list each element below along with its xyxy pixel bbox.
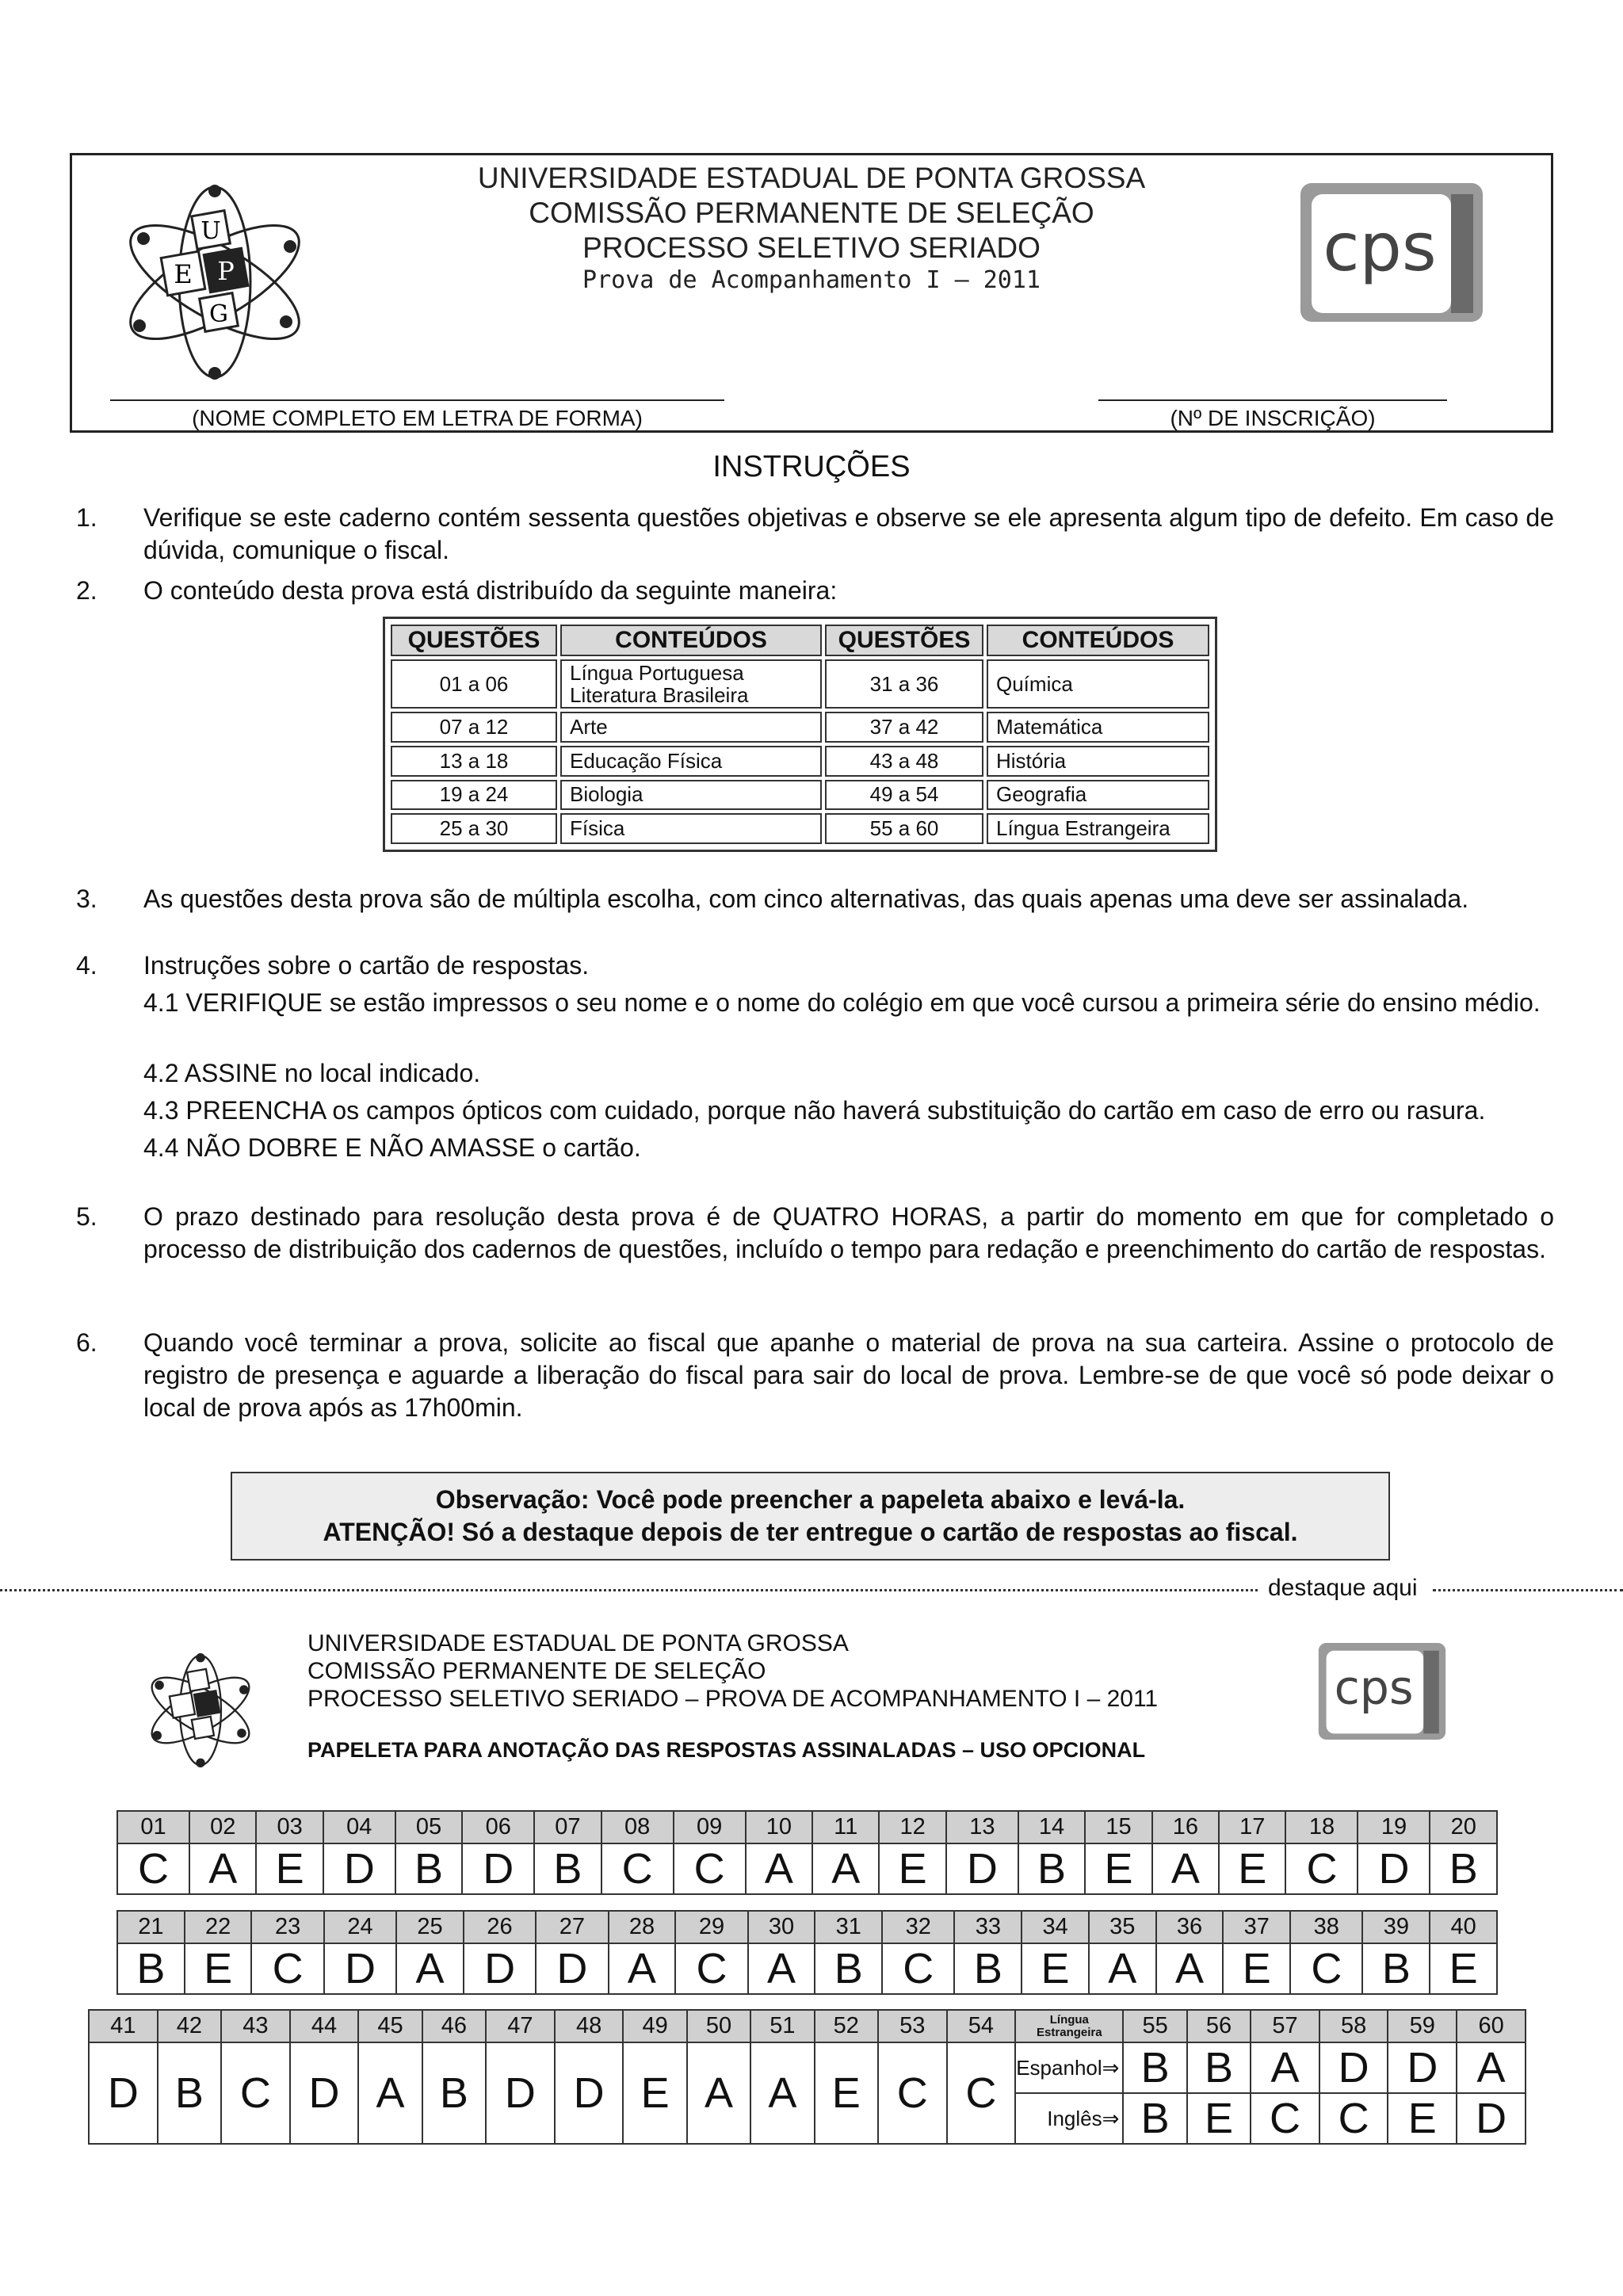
university-name: UNIVERSIDADE ESTADUAL DE PONTA GROSSA: [477, 162, 1146, 194]
answer-letter: C: [1285, 1843, 1358, 1894]
answer-letter: B: [395, 1843, 462, 1894]
item-number: 3.: [76, 884, 97, 913]
question-number: 51: [750, 2010, 814, 2042]
answer-letter: D: [464, 1943, 536, 1994]
exam-name: Prova de Acompanhamento I – 2011: [582, 266, 1041, 294]
instruction-subitem: 4.1 VERIFIQUE se estão impressos o seu nome e o nome do colégio em que você cursou a primeira série do ensino médio.: [143, 988, 1541, 1017]
process-name: PROCESSO SELETIVO SERIADO: [582, 231, 1041, 264]
question-number: 37: [1223, 1911, 1290, 1943]
question-number: 36: [1156, 1911, 1224, 1943]
question-number: 38: [1290, 1911, 1362, 1943]
spanish-answer-letter: B: [1123, 2042, 1186, 2093]
question-number: 22: [185, 1911, 252, 1943]
question-number: 44: [290, 2010, 359, 2042]
question-number: 39: [1362, 1911, 1430, 1943]
table-cell: Matemática: [987, 712, 1209, 743]
question-number: 03: [256, 1811, 323, 1843]
answer-letter: C: [878, 2042, 947, 2144]
english-answer-letter: E: [1187, 2093, 1251, 2144]
question-number: 24: [324, 1911, 396, 1943]
question-number: 28: [609, 1911, 676, 1943]
question-number: 40: [1430, 1911, 1497, 1943]
table-header: QUESTÕES: [825, 625, 983, 656]
answer-letter: E: [1219, 1843, 1285, 1894]
table-cell: Língua Estrangeira: [987, 813, 1209, 844]
table-cell: 07 a 12: [391, 712, 557, 743]
question-number: 26: [464, 1911, 536, 1943]
question-number: 23: [251, 1911, 323, 1943]
question-number: 35: [1089, 1911, 1156, 1943]
inscription-label: (Nº DE INSCRIÇÃO): [1170, 406, 1376, 430]
question-number: 01: [117, 1811, 189, 1843]
uepg-logo-icon: [112, 183, 318, 381]
answer-letter: D: [536, 1943, 608, 1994]
answer-letter: B: [117, 1943, 185, 1994]
answer-letter: A: [396, 1943, 464, 1994]
answer-letter: A: [189, 1843, 256, 1894]
instruction-item: O conteúdo desta prova está distribuído da seguinte maneira:: [143, 576, 838, 605]
spanish-answer-letter: D: [1388, 2042, 1457, 2093]
spanish-label: Espanhol⇒: [1015, 2042, 1123, 2093]
name-signature-line: [110, 399, 724, 401]
question-number: 04: [323, 1811, 395, 1843]
answer-letter: B: [1430, 1843, 1497, 1894]
question-number: 09: [674, 1811, 746, 1843]
question-number: 53: [878, 2010, 947, 2042]
table-cell: 49 a 54: [825, 780, 983, 811]
table-cell: 13 a 18: [391, 746, 557, 777]
observation-box: [231, 1472, 1390, 1561]
answer-letter: E: [1085, 1843, 1151, 1894]
question-number: 25: [396, 1911, 464, 1943]
cut-label: destaque aqui: [1268, 1575, 1418, 1601]
table-header: QUESTÕES: [391, 625, 557, 656]
question-number: 57: [1251, 2010, 1319, 2042]
question-number: 52: [815, 2010, 878, 2042]
table-row: [391, 813, 1209, 844]
slip-commission: COMISSÃO PERMANENTE DE SELEÇÃO: [307, 1658, 766, 1684]
question-number: 59: [1388, 2010, 1457, 2042]
content-table: [383, 617, 1217, 852]
answer-letter: E: [623, 2042, 686, 2144]
table-row: [391, 780, 1209, 811]
table-cell: História: [987, 746, 1209, 777]
answer-letter: A: [812, 1843, 879, 1894]
table-header: CONTEÚDOS: [987, 625, 1209, 656]
instruction-item: As questões desta prova são de múltipla escolha, com cinco alternativas, das quais apenas uma deve ser assinalada.: [143, 884, 1469, 913]
question-number: 10: [746, 1811, 812, 1843]
question-number: 47: [486, 2010, 555, 2042]
instruction-subitem: 4.2 ASSINE no local indicado.: [143, 1059, 481, 1087]
answer-letter: D: [1358, 1843, 1430, 1894]
question-number: 08: [601, 1811, 674, 1843]
table-cell: 43 a 48: [825, 746, 983, 777]
cut-line: [0, 1589, 1258, 1591]
question-number: 42: [158, 2010, 221, 2042]
question-number: 16: [1152, 1811, 1219, 1843]
answer-grid-3: [88, 2009, 1526, 2145]
question-number: 60: [1457, 2010, 1526, 2042]
answer-letter: A: [609, 1943, 676, 1994]
question-number: 05: [395, 1811, 462, 1843]
english-answer-letter: C: [1319, 2093, 1388, 2144]
english-answer-letter: C: [1251, 2093, 1319, 2144]
instruction-item: O prazo destinado para resolução desta prova é de QUATRO HORAS, a partir do momento em que for completado o processo de distribuição dos cadernos de questões, incluído o tempo para redação e preenchimento do cartão de respostas.: [143, 1202, 1554, 1263]
slip-subtitle: PAPELETA PARA ANOTAÇÃO DAS RESPOSTAS ASSINALADAS – USO OPCIONAL: [307, 1738, 1146, 1762]
spanish-answer-letter: A: [1457, 2042, 1526, 2093]
cps-logo-icon: [1300, 183, 1483, 322]
english-answer-letter: E: [1388, 2093, 1457, 2144]
answer-letter: A: [1089, 1943, 1156, 1994]
question-number: 14: [1018, 1811, 1085, 1843]
question-number: 32: [882, 1911, 954, 1943]
item-number: 6.: [76, 1328, 97, 1357]
answer-letter: B: [534, 1843, 601, 1894]
answer-letter: C: [1290, 1943, 1362, 1994]
answer-letter: B: [1362, 1943, 1430, 1994]
table-cell: Geografia: [987, 780, 1209, 811]
question-number: 13: [946, 1811, 1018, 1843]
name-label: (NOME COMPLETO EM LETRA DE FORMA): [192, 406, 643, 430]
instructions-title: INSTRUÇÕES: [712, 450, 911, 483]
answer-letter: A: [358, 2042, 422, 2144]
observation-line: Observação: Você pode preencher a papeleta abaixo e levá-la.: [435, 1485, 1186, 1514]
answer-letter: D: [89, 2042, 158, 2144]
question-number: 21: [117, 1911, 185, 1943]
english-answer-letter: B: [1123, 2093, 1186, 2144]
question-number: 15: [1085, 1811, 1151, 1843]
question-number: 18: [1285, 1811, 1358, 1843]
logo-letter-p: P: [217, 256, 235, 286]
question-number: 58: [1319, 2010, 1388, 2042]
table-cell: Química: [987, 659, 1209, 709]
answer-letter: E: [815, 2042, 878, 2144]
table-cell: Educação Física: [560, 746, 822, 777]
answer-letter: C: [674, 1843, 746, 1894]
slip-university: UNIVERSIDADE ESTADUAL DE PONTA GROSSA: [307, 1630, 849, 1656]
table-cell: 01 a 06: [391, 659, 557, 709]
header-box: [70, 153, 1553, 433]
answer-letter: B: [158, 2042, 221, 2144]
answer-letter: A: [687, 2042, 750, 2144]
question-number: 11: [812, 1811, 879, 1843]
answer-letter: A: [750, 2042, 814, 2144]
table-row: [391, 712, 1209, 743]
table-cell: Arte: [560, 712, 822, 743]
answer-letter: D: [323, 1843, 395, 1894]
question-number: 19: [1358, 1811, 1430, 1843]
cps-logo-text: cps: [1334, 1660, 1414, 1715]
instruction-subitem: 4.3 PREENCHA os campos ópticos com cuidado, porque não haverá substituição do cartão em caso de erro ou rasura.: [143, 1096, 1486, 1125]
question-number: 20: [1430, 1811, 1497, 1843]
answer-letter: D: [324, 1943, 396, 1994]
answer-letter: E: [1022, 1943, 1089, 1994]
answer-letter: C: [882, 1943, 954, 1994]
answer-letter: B: [954, 1943, 1022, 1994]
question-number: 50: [687, 2010, 750, 2042]
question-number: 43: [221, 2010, 290, 2042]
answer-letter: E: [879, 1843, 945, 1894]
cps-logo-text: cps: [1323, 208, 1437, 286]
table-cell: Biologia: [560, 780, 822, 811]
logo-letter-g: G: [209, 300, 228, 328]
table-cell: 25 a 30: [391, 813, 557, 844]
table-row: [391, 746, 1209, 777]
cps-logo-icon: [1312, 1643, 1452, 1740]
answer-letter: C: [601, 1843, 674, 1894]
answer-letter: B: [815, 1943, 882, 1994]
question-number: 34: [1022, 1911, 1089, 1943]
table-cell: 37 a 42: [825, 712, 983, 743]
question-number: 31: [815, 1911, 882, 1943]
answer-grid-2: [116, 1910, 1498, 1995]
question-number: 27: [536, 1911, 608, 1943]
slip-process: PROCESSO SELETIVO SERIADO – PROVA DE ACOMPANHAMENTO I – 2011: [307, 1686, 1159, 1712]
table-cell: Língua Portuguesa Literatura Brasileira: [560, 659, 822, 709]
question-number: 46: [422, 2010, 486, 2042]
table-cell: 31 a 36: [825, 659, 983, 709]
table-header: CONTEÚDOS: [560, 625, 822, 656]
question-number: 17: [1219, 1811, 1285, 1843]
answer-letter: B: [1018, 1843, 1085, 1894]
commission-name: COMISSÃO PERMANENTE DE SELEÇÃO: [529, 197, 1094, 229]
table-row: [391, 659, 1209, 709]
spanish-answer-letter: A: [1251, 2042, 1319, 2093]
answer-letter: E: [1430, 1943, 1497, 1994]
answer-letter: C: [221, 2042, 290, 2144]
answer-letter: C: [251, 1943, 323, 1994]
question-number: 30: [748, 1911, 815, 1943]
answer-letter: D: [946, 1843, 1018, 1894]
answer-letter: B: [422, 2042, 486, 2144]
question-number: 06: [462, 1811, 534, 1843]
table-cell: 19 a 24: [391, 780, 557, 811]
table-cell: 55 a 60: [825, 813, 983, 844]
question-number: 07: [534, 1811, 601, 1843]
question-number: 45: [358, 2010, 422, 2042]
answer-letter: A: [748, 1943, 815, 1994]
inscription-signature-line: [1098, 399, 1447, 401]
logo-letter-u: U: [200, 217, 221, 245]
english-label: Inglês⇒: [1015, 2093, 1123, 2144]
instruction-subitem: 4.4 NÃO DOBRE E NÃO AMASSE o cartão.: [143, 1133, 641, 1162]
answer-letter: C: [675, 1943, 747, 1994]
answer-letter: E: [1223, 1943, 1290, 1994]
answer-letter: E: [185, 1943, 252, 1994]
instruction-item: Quando você terminar a prova, solicite ao fiscal que apanhe o material de prova na sua carteira. Assine o protocolo de registro de presença e aguarde a liberação do fiscal para sair do local de prova. Lembre-se de que você só pode deixar o local de prova após as 17h00min.: [143, 1328, 1554, 1422]
question-number: 54: [947, 2010, 1016, 2042]
item-number: 5.: [76, 1202, 97, 1231]
english-answer-letter: D: [1457, 2093, 1526, 2144]
item-number: 2.: [76, 576, 97, 605]
answer-grid-1: [116, 1810, 1498, 1895]
spanish-answer-letter: D: [1319, 2042, 1388, 2093]
foreign-language-header: Língua Estrangeira: [1015, 2010, 1123, 2042]
table-cell: Física: [560, 813, 822, 844]
answer-letter: A: [746, 1843, 812, 1894]
question-number: 29: [675, 1911, 747, 1943]
uepg-logo-icon: [141, 1651, 260, 1770]
item-number: 4.: [76, 951, 97, 980]
answer-letter: A: [1152, 1843, 1219, 1894]
cut-line: [1433, 1589, 1623, 1591]
attention-line: ATENÇÃO! Só a destaque depois de ter entregue o cartão de respostas ao fiscal.: [323, 1518, 1298, 1546]
question-number: 49: [623, 2010, 686, 2042]
item-number: 1.: [76, 503, 97, 532]
question-number: 55: [1123, 2010, 1186, 2042]
spanish-answer-letter: B: [1187, 2042, 1251, 2093]
question-number: 48: [555, 2010, 624, 2042]
answer-letter: C: [947, 2042, 1016, 2144]
instruction-item: Instruções sobre o cartão de respostas.: [143, 951, 590, 980]
instruction-item: Verifique se este caderno contém sessenta questões objetivas e observe se ele apresenta algum tipo de defeito. Em caso de dúvida, comunique o fiscal.: [143, 503, 1554, 564]
answer-letter: D: [555, 2042, 624, 2144]
answer-letter: D: [462, 1843, 534, 1894]
answer-letter: A: [1156, 1943, 1224, 1994]
answer-letter: D: [290, 2042, 359, 2144]
question-number: 12: [879, 1811, 945, 1843]
answer-letter: C: [117, 1843, 189, 1894]
question-number: 56: [1187, 2010, 1251, 2042]
question-number: 33: [954, 1911, 1022, 1943]
answer-letter: D: [486, 2042, 555, 2144]
logo-letter-e: E: [174, 259, 193, 289]
question-number: 02: [189, 1811, 256, 1843]
question-number: 41: [89, 2010, 158, 2042]
answer-letter: E: [256, 1843, 323, 1894]
